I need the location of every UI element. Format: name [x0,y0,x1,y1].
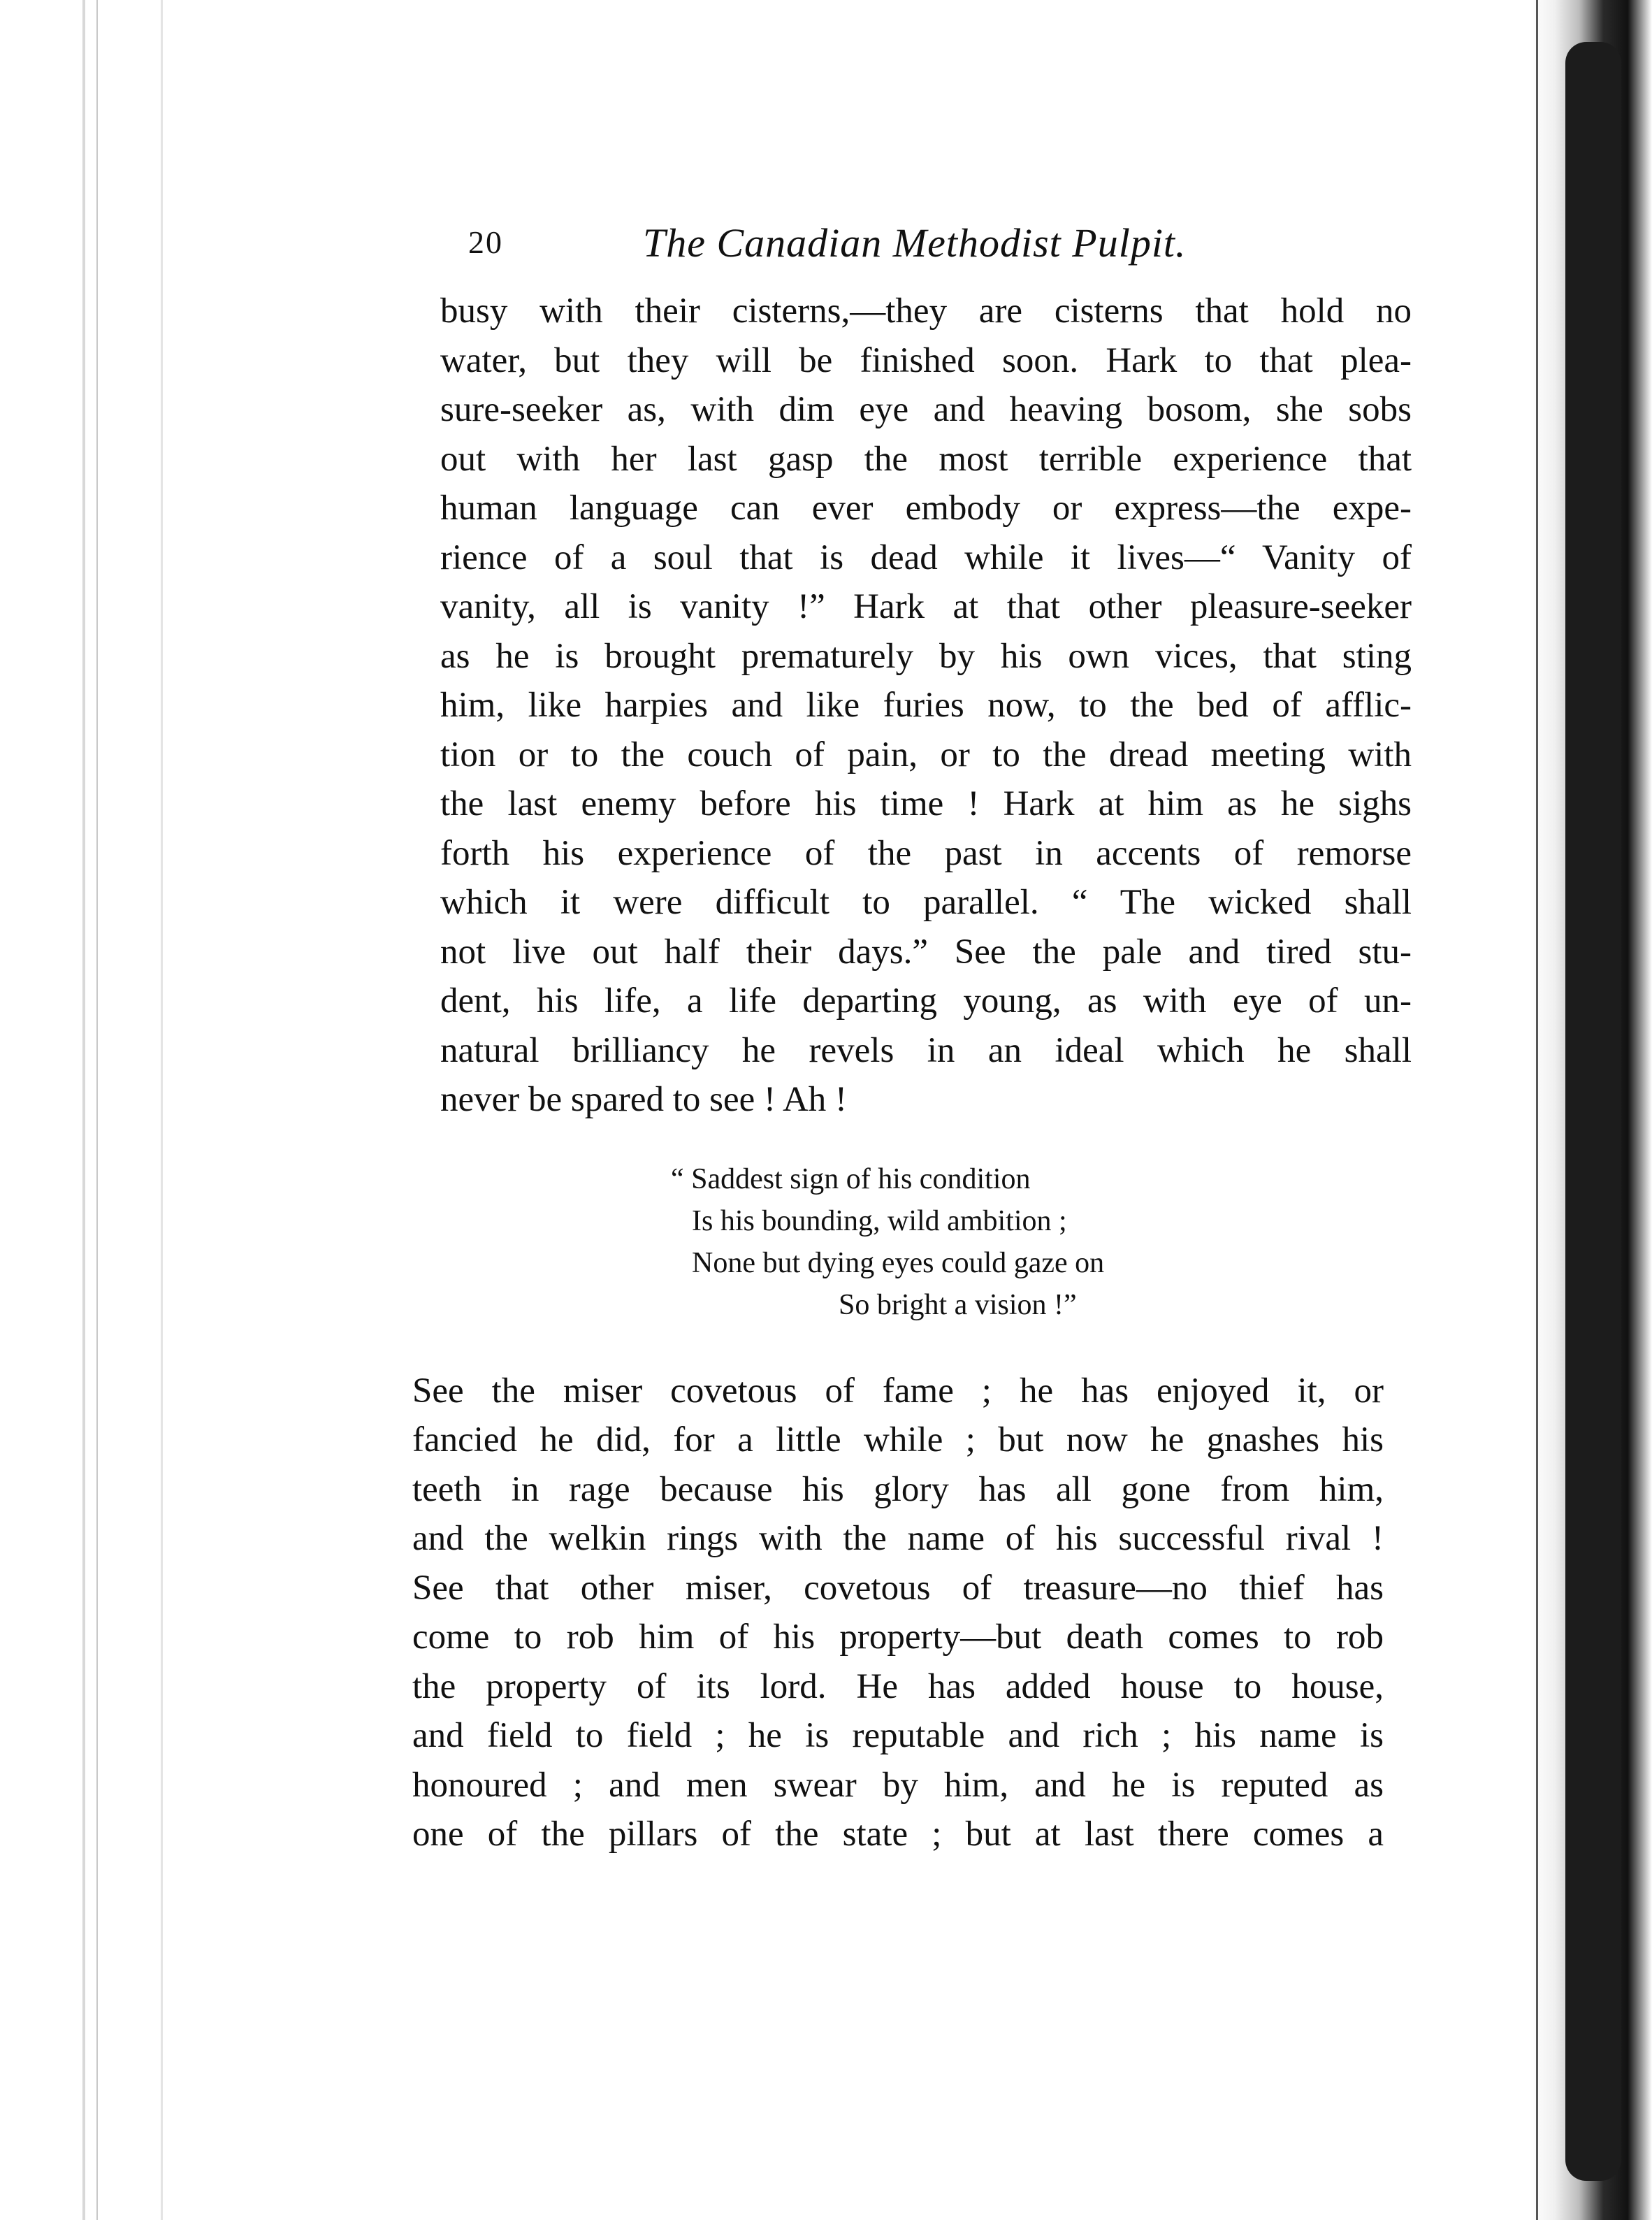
paragraph-2 [412,1367,1384,1859]
verse-quotation [671,1158,1426,1326]
text-line: rience of a soul that is dead while it lives—“ Vanity of [440,538,1412,577]
verse-line: Is his bounding, wild ambition ; [692,1204,1067,1237]
text-line: out with her last gasp the most terrible experience that [440,439,1412,479]
page-number: 20 [468,224,503,260]
text-line: sure-seeker as, with dim eye and heaving bosom, she sobs [440,390,1412,429]
page-edge-right-binding [1565,42,1621,2181]
text-line: vanity, all is vanity !” Hark at that other pleasure-seeker [440,587,1412,626]
page-content [391,210,1426,1859]
text-line: which it were difficult to parallel. “ The wicked shall [440,883,1412,922]
text-line: fancied he did, for a little while ; but now he gnashes his [412,1420,1384,1459]
text-line: water, but they will be finished soon. Hark to that plea- [440,340,1412,380]
text-line: human language can ever embody or express—the expe- [440,489,1412,528]
text-line: never be spared to see ! Ah ! [440,1080,848,1119]
page-edge-left [82,0,85,2220]
text-line: natural brilliancy he revels in an ideal which he shall [440,1030,1412,1070]
text-line: tion or to the couch of pain, or to the dread meeting with [440,735,1412,774]
text-line: one of the pillars of the state ; but at last there comes a [412,1815,1384,1854]
text-line: See the miser covetous of fame ; he has enjoyed it, or [412,1371,1384,1411]
text-line: as he is brought prematurely by his own vices, that sting [440,636,1412,676]
text-line: and the welkin rings with the name of his successful rival ! [412,1519,1384,1558]
text-line: and field to field ; he is reputable and rich ; his name is [412,1716,1384,1755]
text-line: teeth in rage because his glory has all gone from him, [412,1469,1384,1509]
text-line: him, like harpies and like furies now, to the bed of afflic- [440,686,1412,725]
text-line: the property of its lord. He has added house to house, [412,1666,1384,1706]
verse-line: None but dying eyes could gaze on [692,1246,1105,1279]
running-head [391,210,1426,287]
text-line: See that other miser, covetous of treasure—no thief has [412,1568,1384,1608]
page-edge-left-margin [161,0,163,2220]
page-edge-left-inner [96,0,98,2220]
text-line: dent, his life, a life departing young, as with eye of un- [440,981,1412,1021]
text-line: forth his experience of the past in accents of remorse [440,833,1412,873]
text-line: busy with their cisterns,—they are cisterns that hold no [440,291,1412,331]
text-line: the last enemy before his time ! Hark at him as he sighs [440,784,1412,823]
paragraph-1 [440,287,1412,1125]
verse-line: “ Saddest sign of his condition [671,1162,1031,1195]
page-edge-right-line [1536,0,1538,2220]
text-line: honoured ; and men swear by him, and he is reputed as [412,1765,1384,1805]
verse-line: So bright a vision !” [839,1288,1077,1321]
text-line: not live out half their days.” See the pale and tired stu- [440,932,1412,972]
running-title: The Canadian Methodist Pulpit. [643,220,1187,266]
text-line: come to rob him of his property—but death comes to rob [412,1617,1384,1657]
